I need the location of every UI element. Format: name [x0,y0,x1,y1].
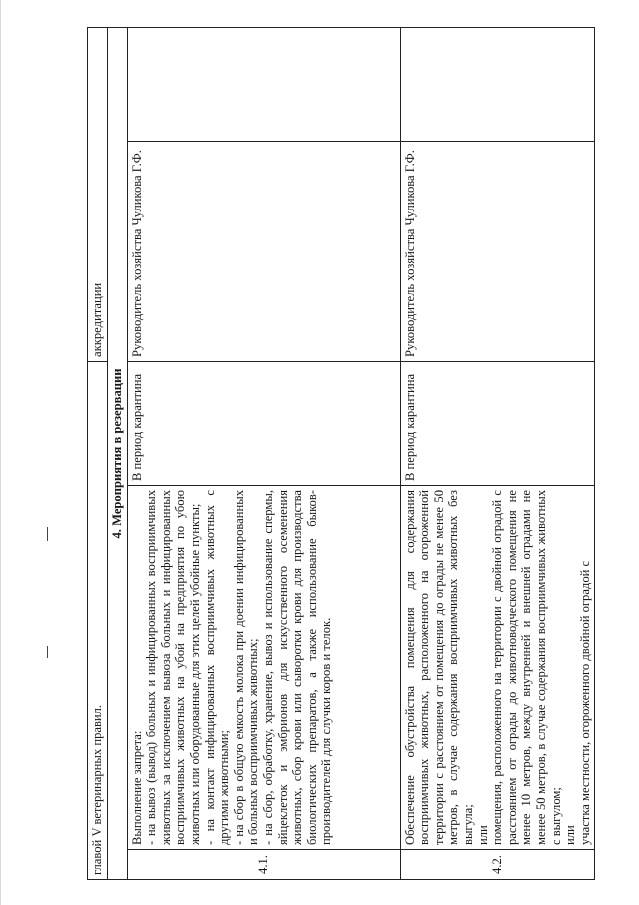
row-text-line: Выполнение запрета: [129,730,144,845]
row-number: 4.1. [127,850,400,880]
section-title: 4. Мероприятия в резервации [107,27,127,879]
scan-border-left [0,0,1,905]
rotated-page [87,28,594,880]
row-text-line: или [475,825,490,845]
header-stripe-row [88,27,108,879]
row-text-line: или [563,825,578,845]
row-content [127,486,400,850]
row-text-line: - на сбор, обработку, хранение, вывоз и использование спермы, яйцеклеток и эмбрионов для искусственного осеменения животных, сбор крови или сыворотки крови для производства биологических препаратов, а также использование быков-производителей для случки коров и телок. [260,490,334,845]
row-responsible: Руководитель хозяйства Чуликова Г.Ф. [127,141,400,361]
margin-mark-1 [47,527,48,541]
row-content [400,486,595,850]
table-row [127,27,400,879]
row-text-line: помещения, расположенного на территории с двойной оградой с расстоянием от ограды до животноводческого помещения не менее 10 метров, между внутренней и внешней оградами не менее 50 метров, в случае содержания восприимчивых животных с выгулом; [490,490,563,845]
header-left-cell [88,361,108,879]
section-row [107,27,127,879]
row-period: В период карантина [400,361,595,485]
margin-mark-2 [47,646,48,658]
row-text-line: - на контакт инфицированных восприимчивых животных с другими животными; [202,490,232,845]
header-right-text: аккредитации [90,282,104,357]
row-text-line: - на вывоз (вывод) больных и инфицированных восприимчивых животных за исключением вывоза больных и инфицированных восприимчивых животных на убой на предприятия по убою животных или оборудованные для этих целей убойные пункты; [144,490,202,845]
header-right-cell [88,27,108,361]
row-text-line: участка местности, огороженного двойной оградой с [577,560,592,845]
row-empty-cell [400,27,595,141]
header-left-text: главой V ветеринарных правил. [90,704,104,875]
row-period: В период карантина [127,361,400,485]
measures-table [87,27,595,880]
row-responsible: Руководитель хозяйства Чуликова Г.Ф. [400,141,595,361]
row-empty-cell [127,27,400,141]
row-text-line: - на сбор в общую емкость молока при доении инфицированных и больных восприимчивых животных; [231,490,261,845]
row-text-line: Обеспечение обустройства помещения для содержания восприимчивых животных, расположенного на огороженной территории с расстоянием от помещения до ограды не менее 50 метров, в случае содержания восприимчивых животных без выгула; [402,490,475,845]
row-number: 4.2. [400,850,595,880]
table-row [400,27,595,879]
